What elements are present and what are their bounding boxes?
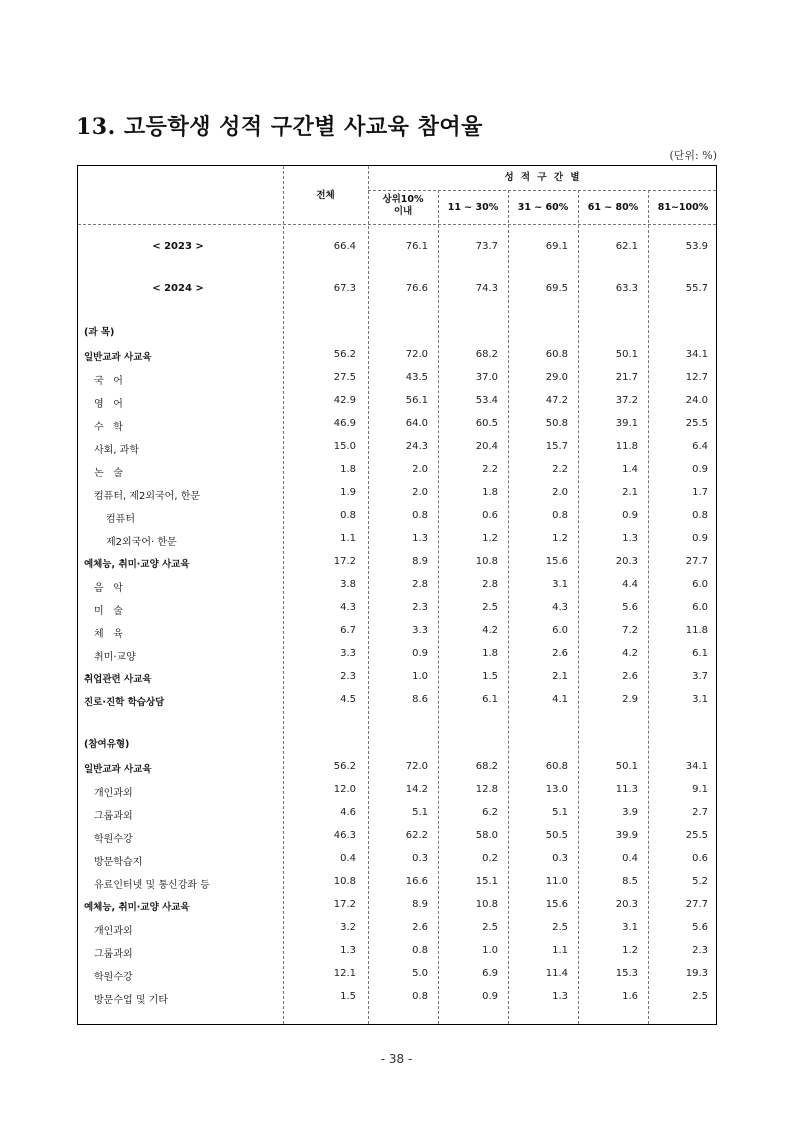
header-col: 상위10% 이내 <box>382 194 424 217</box>
cell-value: 3.8 <box>340 579 356 590</box>
row-label: 논 술 <box>94 468 123 479</box>
cell-value: 1.3 <box>412 533 428 544</box>
row-label: 체 육 <box>94 629 123 640</box>
cell-value: 15.0 <box>333 441 356 452</box>
cell-value: 58.0 <box>475 830 498 841</box>
cell-value: 34.1 <box>685 349 708 360</box>
cell-value: 17.2 <box>333 899 356 910</box>
cell-value: 2.6 <box>552 648 568 659</box>
cell-value: 24.3 <box>405 441 428 452</box>
cell-value: 50.8 <box>545 418 568 429</box>
cell-value: 39.9 <box>615 830 638 841</box>
header-group: 성 적 구 간 별 <box>504 172 582 183</box>
cell-value: 2.7 <box>692 807 708 818</box>
cell-value: 0.9 <box>692 464 708 475</box>
cell-value: 6.7 <box>340 625 356 636</box>
cell-value: 17.2 <box>333 556 356 567</box>
table-row <box>78 238 716 256</box>
cell-value: 0.4 <box>340 853 356 864</box>
cell-value: 0.3 <box>552 853 568 864</box>
row-label: (과 목) <box>84 327 115 338</box>
cell-value: 68.2 <box>475 349 498 360</box>
cell-value: 3.1 <box>622 922 638 933</box>
cell-value: 6.1 <box>482 694 498 705</box>
row-label: 예체능, 취미·교양 사교육 <box>84 559 190 570</box>
cell-value: 8.5 <box>622 876 638 887</box>
cell-value: 4.3 <box>340 602 356 613</box>
row-label: 수 학 <box>94 422 123 433</box>
cell-value: 60.8 <box>545 349 568 360</box>
page-number: - 38 - <box>380 1052 413 1066</box>
table-row <box>78 896 716 914</box>
data-table <box>77 165 717 1025</box>
cell-value: 50.1 <box>615 349 638 360</box>
row-label: 제2외국어· 한문 <box>106 537 177 548</box>
cell-value: 7.2 <box>622 625 638 636</box>
cell-value: 0.8 <box>412 945 428 956</box>
cell-value: 20.3 <box>615 899 638 910</box>
cell-value: 1.3 <box>340 945 356 956</box>
cell-value: 2.1 <box>622 487 638 498</box>
cell-value: 8.6 <box>412 694 428 705</box>
row-label: 그룹과외 <box>94 949 133 960</box>
cell-value: 1.7 <box>692 487 708 498</box>
cell-value: 56.1 <box>405 395 428 406</box>
cell-value: 53.9 <box>685 241 708 252</box>
cell-value: 34.1 <box>685 761 708 772</box>
cell-value: 0.6 <box>692 853 708 864</box>
cell-value: 8.9 <box>412 899 428 910</box>
cell-value: 0.9 <box>482 991 498 1002</box>
cell-value: 11.3 <box>615 784 638 795</box>
cell-value: 27.5 <box>333 372 356 383</box>
cell-value: 2.1 <box>552 671 568 682</box>
cell-value: 3.7 <box>692 671 708 682</box>
cell-value: 25.5 <box>685 418 708 429</box>
cell-value: 15.7 <box>545 441 568 452</box>
cell-value: 4.6 <box>340 807 356 818</box>
table-row <box>78 507 716 525</box>
cell-value: 42.9 <box>333 395 356 406</box>
cell-value: 3.1 <box>692 694 708 705</box>
cell-value: 12.8 <box>475 784 498 795</box>
cell-value: 15.6 <box>545 556 568 567</box>
table-row <box>78 758 716 776</box>
cell-value: 3.1 <box>552 579 568 590</box>
cell-value: 2.5 <box>482 602 498 613</box>
row-label: 예체능, 취미·교양 사교육 <box>84 902 190 913</box>
row-label: 방문학습지 <box>94 857 143 868</box>
row-label: 영 어 <box>94 399 123 410</box>
table-row <box>78 827 716 845</box>
cell-value: 6.0 <box>552 625 568 636</box>
row-label: < 2024 > <box>152 283 204 294</box>
table-row <box>78 321 716 339</box>
cell-value: 72.0 <box>405 349 428 360</box>
cell-value: 4.2 <box>622 648 638 659</box>
table-row <box>78 280 716 298</box>
header-col: 81~100% <box>657 202 709 213</box>
cell-value: 29.0 <box>545 372 568 383</box>
cell-value: 10.8 <box>333 876 356 887</box>
cell-value: 15.3 <box>615 968 638 979</box>
cell-value: 2.6 <box>622 671 638 682</box>
header-col: 61 ~ 80% <box>587 202 639 213</box>
cell-value: 16.6 <box>405 876 428 887</box>
cell-value: 5.6 <box>622 602 638 613</box>
cell-value: 2.5 <box>552 922 568 933</box>
cell-value: 0.8 <box>692 510 708 521</box>
cell-value: 39.1 <box>615 418 638 429</box>
cell-value: 6.1 <box>692 648 708 659</box>
cell-value: 11.4 <box>545 968 568 979</box>
cell-value: 12.0 <box>333 784 356 795</box>
cell-value: 1.8 <box>340 464 356 475</box>
table-row <box>78 599 716 617</box>
cell-value: 11.0 <box>545 876 568 887</box>
cell-value: 1.8 <box>482 487 498 498</box>
cell-value: 62.1 <box>615 241 638 252</box>
cell-value: 60.5 <box>475 418 498 429</box>
table-row <box>78 804 716 822</box>
cell-value: 46.9 <box>333 418 356 429</box>
header-bottom-line <box>78 224 716 225</box>
table-row <box>78 645 716 663</box>
cell-value: 4.3 <box>552 602 568 613</box>
cell-value: 24.0 <box>685 395 708 406</box>
table-row <box>78 461 716 479</box>
row-label: 일반교과 사교육 <box>84 764 152 775</box>
row-label: < 2023 > <box>152 241 204 252</box>
cell-value: 1.1 <box>552 945 568 956</box>
cell-value: 5.1 <box>552 807 568 818</box>
cell-value: 25.5 <box>685 830 708 841</box>
cell-value: 3.2 <box>340 922 356 933</box>
row-label: 일반교과 사교육 <box>84 352 152 363</box>
cell-value: 5.6 <box>692 922 708 933</box>
row-label: 학원수강 <box>94 972 133 983</box>
cell-value: 21.7 <box>615 372 638 383</box>
cell-value: 27.7 <box>685 899 708 910</box>
table-row <box>78 553 716 571</box>
cell-value: 15.6 <box>545 899 568 910</box>
header-divider <box>368 190 716 191</box>
cell-value: 1.5 <box>482 671 498 682</box>
cell-value: 66.4 <box>333 241 356 252</box>
cell-value: 5.2 <box>692 876 708 887</box>
table-row <box>78 850 716 868</box>
row-label: (참여유형) <box>84 739 130 750</box>
cell-value: 72.0 <box>405 761 428 772</box>
cell-value: 8.9 <box>412 556 428 567</box>
cell-value: 0.9 <box>622 510 638 521</box>
row-label: 사회, 과학 <box>94 445 139 456</box>
cell-value: 9.1 <box>692 784 708 795</box>
table-row <box>78 415 716 433</box>
table-row <box>78 942 716 960</box>
row-label: 음 악 <box>94 583 123 594</box>
table-row <box>78 965 716 983</box>
cell-value: 4.5 <box>340 694 356 705</box>
row-label: 국 어 <box>94 376 123 387</box>
cell-value: 2.3 <box>340 671 356 682</box>
table-row <box>78 691 716 709</box>
cell-value: 53.4 <box>475 395 498 406</box>
table-row <box>78 392 716 410</box>
cell-value: 0.9 <box>412 648 428 659</box>
cell-value: 76.1 <box>405 241 428 252</box>
cell-value: 12.7 <box>685 372 708 383</box>
unit-label: (단위: %) <box>669 149 717 162</box>
row-label: 컴퓨터 <box>106 514 135 525</box>
cell-value: 67.3 <box>333 283 356 294</box>
cell-value: 3.9 <box>622 807 638 818</box>
cell-value: 1.2 <box>552 533 568 544</box>
table-row <box>78 346 716 364</box>
cell-value: 62.2 <box>405 830 428 841</box>
cell-value: 0.9 <box>692 533 708 544</box>
header-total: 전체 <box>316 190 335 201</box>
table-row <box>78 919 716 937</box>
table-row <box>78 733 716 751</box>
row-label: 개인과외 <box>94 788 133 799</box>
cell-value: 46.3 <box>333 830 356 841</box>
cell-value: 27.7 <box>685 556 708 567</box>
cell-value: 20.4 <box>475 441 498 452</box>
cell-value: 6.9 <box>482 968 498 979</box>
cell-value: 5.0 <box>412 968 428 979</box>
cell-value: 1.2 <box>482 533 498 544</box>
row-label: 취업관련 사교육 <box>84 674 152 685</box>
row-label: 미 술 <box>94 606 123 617</box>
cell-value: 2.2 <box>552 464 568 475</box>
cell-value: 0.8 <box>340 510 356 521</box>
row-label: 컴퓨터, 제2외국어, 한문 <box>94 491 201 502</box>
cell-value: 1.3 <box>622 533 638 544</box>
cell-value: 74.3 <box>475 283 498 294</box>
cell-value: 19.3 <box>685 968 708 979</box>
cell-value: 2.8 <box>412 579 428 590</box>
cell-value: 1.5 <box>340 991 356 1002</box>
row-label: 개인과외 <box>94 926 133 937</box>
cell-value: 10.8 <box>475 899 498 910</box>
cell-value: 69.5 <box>545 283 568 294</box>
cell-value: 6.2 <box>482 807 498 818</box>
cell-value: 2.3 <box>692 945 708 956</box>
row-label: 진로·진학 학습상담 <box>84 697 165 708</box>
cell-value: 2.6 <box>412 922 428 933</box>
page-title: 13. 고등학생 성적 구간별 사교육 참여율 <box>76 114 483 140</box>
table-row <box>78 668 716 686</box>
table-row <box>78 530 716 548</box>
cell-value: 3.3 <box>412 625 428 636</box>
header-col: 31 ~ 60% <box>517 202 569 213</box>
cell-value: 56.2 <box>333 761 356 772</box>
cell-value: 55.7 <box>685 283 708 294</box>
table-row <box>78 873 716 891</box>
table-row <box>78 622 716 640</box>
cell-value: 1.6 <box>622 991 638 1002</box>
table-row <box>78 576 716 594</box>
table-row <box>78 484 716 502</box>
cell-value: 6.0 <box>692 602 708 613</box>
cell-value: 14.2 <box>405 784 428 795</box>
cell-value: 1.4 <box>622 464 638 475</box>
row-label: 취미·교양 <box>94 652 136 663</box>
cell-value: 47.2 <box>545 395 568 406</box>
cell-value: 1.2 <box>622 945 638 956</box>
cell-value: 1.8 <box>482 648 498 659</box>
cell-value: 0.8 <box>412 991 428 1002</box>
cell-value: 10.8 <box>475 556 498 567</box>
cell-value: 20.3 <box>615 556 638 567</box>
cell-value: 50.1 <box>615 761 638 772</box>
table-row <box>78 988 716 1006</box>
cell-value: 37.0 <box>475 372 498 383</box>
cell-value: 2.9 <box>622 694 638 705</box>
cell-value: 12.1 <box>333 968 356 979</box>
cell-value: 6.0 <box>692 579 708 590</box>
cell-value: 4.4 <box>622 579 638 590</box>
cell-value: 43.5 <box>405 372 428 383</box>
cell-value: 0.6 <box>482 510 498 521</box>
row-label: 학원수강 <box>94 834 133 845</box>
row-label: 방문수업 및 기타 <box>94 995 168 1006</box>
cell-value: 1.3 <box>552 991 568 1002</box>
cell-value: 2.3 <box>412 602 428 613</box>
cell-value: 2.0 <box>412 487 428 498</box>
cell-value: 69.1 <box>545 241 568 252</box>
cell-value: 1.0 <box>412 671 428 682</box>
cell-value: 11.8 <box>685 625 708 636</box>
cell-value: 63.3 <box>615 283 638 294</box>
cell-value: 37.2 <box>615 395 638 406</box>
cell-value: 0.8 <box>552 510 568 521</box>
table-row <box>78 369 716 387</box>
cell-value: 0.8 <box>412 510 428 521</box>
cell-value: 15.1 <box>475 876 498 887</box>
cell-value: 3.3 <box>340 648 356 659</box>
cell-value: 1.9 <box>340 487 356 498</box>
cell-value: 4.2 <box>482 625 498 636</box>
cell-value: 2.8 <box>482 579 498 590</box>
table-row <box>78 781 716 799</box>
cell-value: 4.1 <box>552 694 568 705</box>
cell-value: 2.0 <box>412 464 428 475</box>
cell-value: 2.5 <box>482 922 498 933</box>
cell-value: 0.4 <box>622 853 638 864</box>
cell-value: 76.6 <box>405 283 428 294</box>
cell-value: 0.3 <box>412 853 428 864</box>
header-col: 11 ~ 30% <box>447 202 499 213</box>
cell-value: 64.0 <box>405 418 428 429</box>
cell-value: 2.0 <box>552 487 568 498</box>
cell-value: 60.8 <box>545 761 568 772</box>
row-label: 그룹과외 <box>94 811 133 822</box>
cell-value: 68.2 <box>475 761 498 772</box>
cell-value: 1.1 <box>340 533 356 544</box>
cell-value: 1.0 <box>482 945 498 956</box>
cell-value: 56.2 <box>333 349 356 360</box>
cell-value: 73.7 <box>475 241 498 252</box>
cell-value: 6.4 <box>692 441 708 452</box>
cell-value: 2.5 <box>692 991 708 1002</box>
cell-value: 0.2 <box>482 853 498 864</box>
cell-value: 2.2 <box>482 464 498 475</box>
cell-value: 50.5 <box>545 830 568 841</box>
cell-value: 13.0 <box>545 784 568 795</box>
table-row <box>78 438 716 456</box>
cell-value: 5.1 <box>412 807 428 818</box>
row-label: 유료인터넷 및 통신강좌 등 <box>94 880 210 891</box>
cell-value: 11.8 <box>615 441 638 452</box>
